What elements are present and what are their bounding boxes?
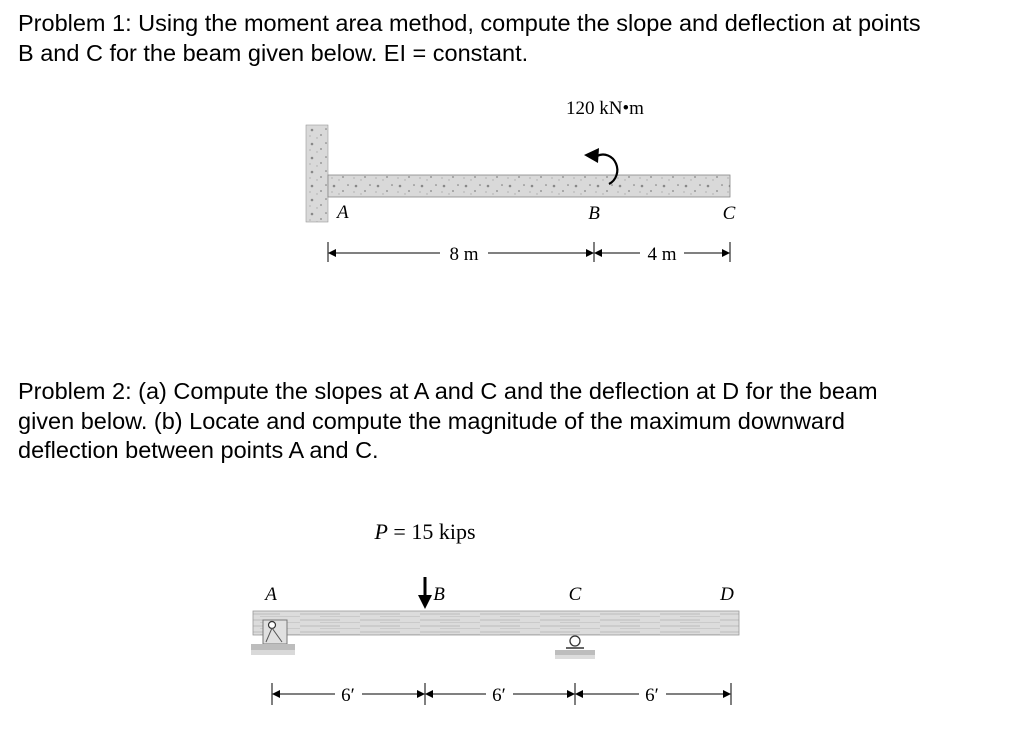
point-b-label: B: [588, 203, 600, 224]
point-a-label: A: [337, 202, 349, 223]
load-label-value: = 15 kips: [387, 519, 476, 544]
point-c-label: C: [722, 203, 736, 224]
load-label-var: P: [374, 519, 388, 544]
dim-bc-label: 4 m: [647, 244, 677, 265]
point-a-label-2: A: [265, 584, 277, 605]
load-label: [373, 519, 475, 544]
roller-support-icon: [555, 636, 595, 659]
point-b-label-2: B: [433, 584, 445, 605]
dim-ab-label: 8 m: [449, 244, 479, 265]
point-c-label-2: C: [568, 584, 582, 605]
moment-label: 120 kN•m: [566, 98, 644, 119]
dim2-ab-label: 6′: [341, 685, 355, 706]
dim2-cd-label: 6′: [645, 685, 659, 706]
load-arrowhead-icon: [418, 595, 432, 609]
problem-1-statement: Problem 1: Using the moment area method, compute the slope and deflection at points B and C for the beam given below. EI = constant.: [18, 10, 921, 66]
problem-2-statement: Problem 2: (a) Compute the slopes at A and C and the deflection at D for the beam given below. (b) Locate and compute the magnitude of the maximum downward deflection between points A and C.: [18, 378, 878, 463]
overhang-beam: [253, 611, 739, 635]
point-d-label-2: D: [720, 584, 734, 605]
dim2-bc-label: 6′: [492, 685, 506, 706]
